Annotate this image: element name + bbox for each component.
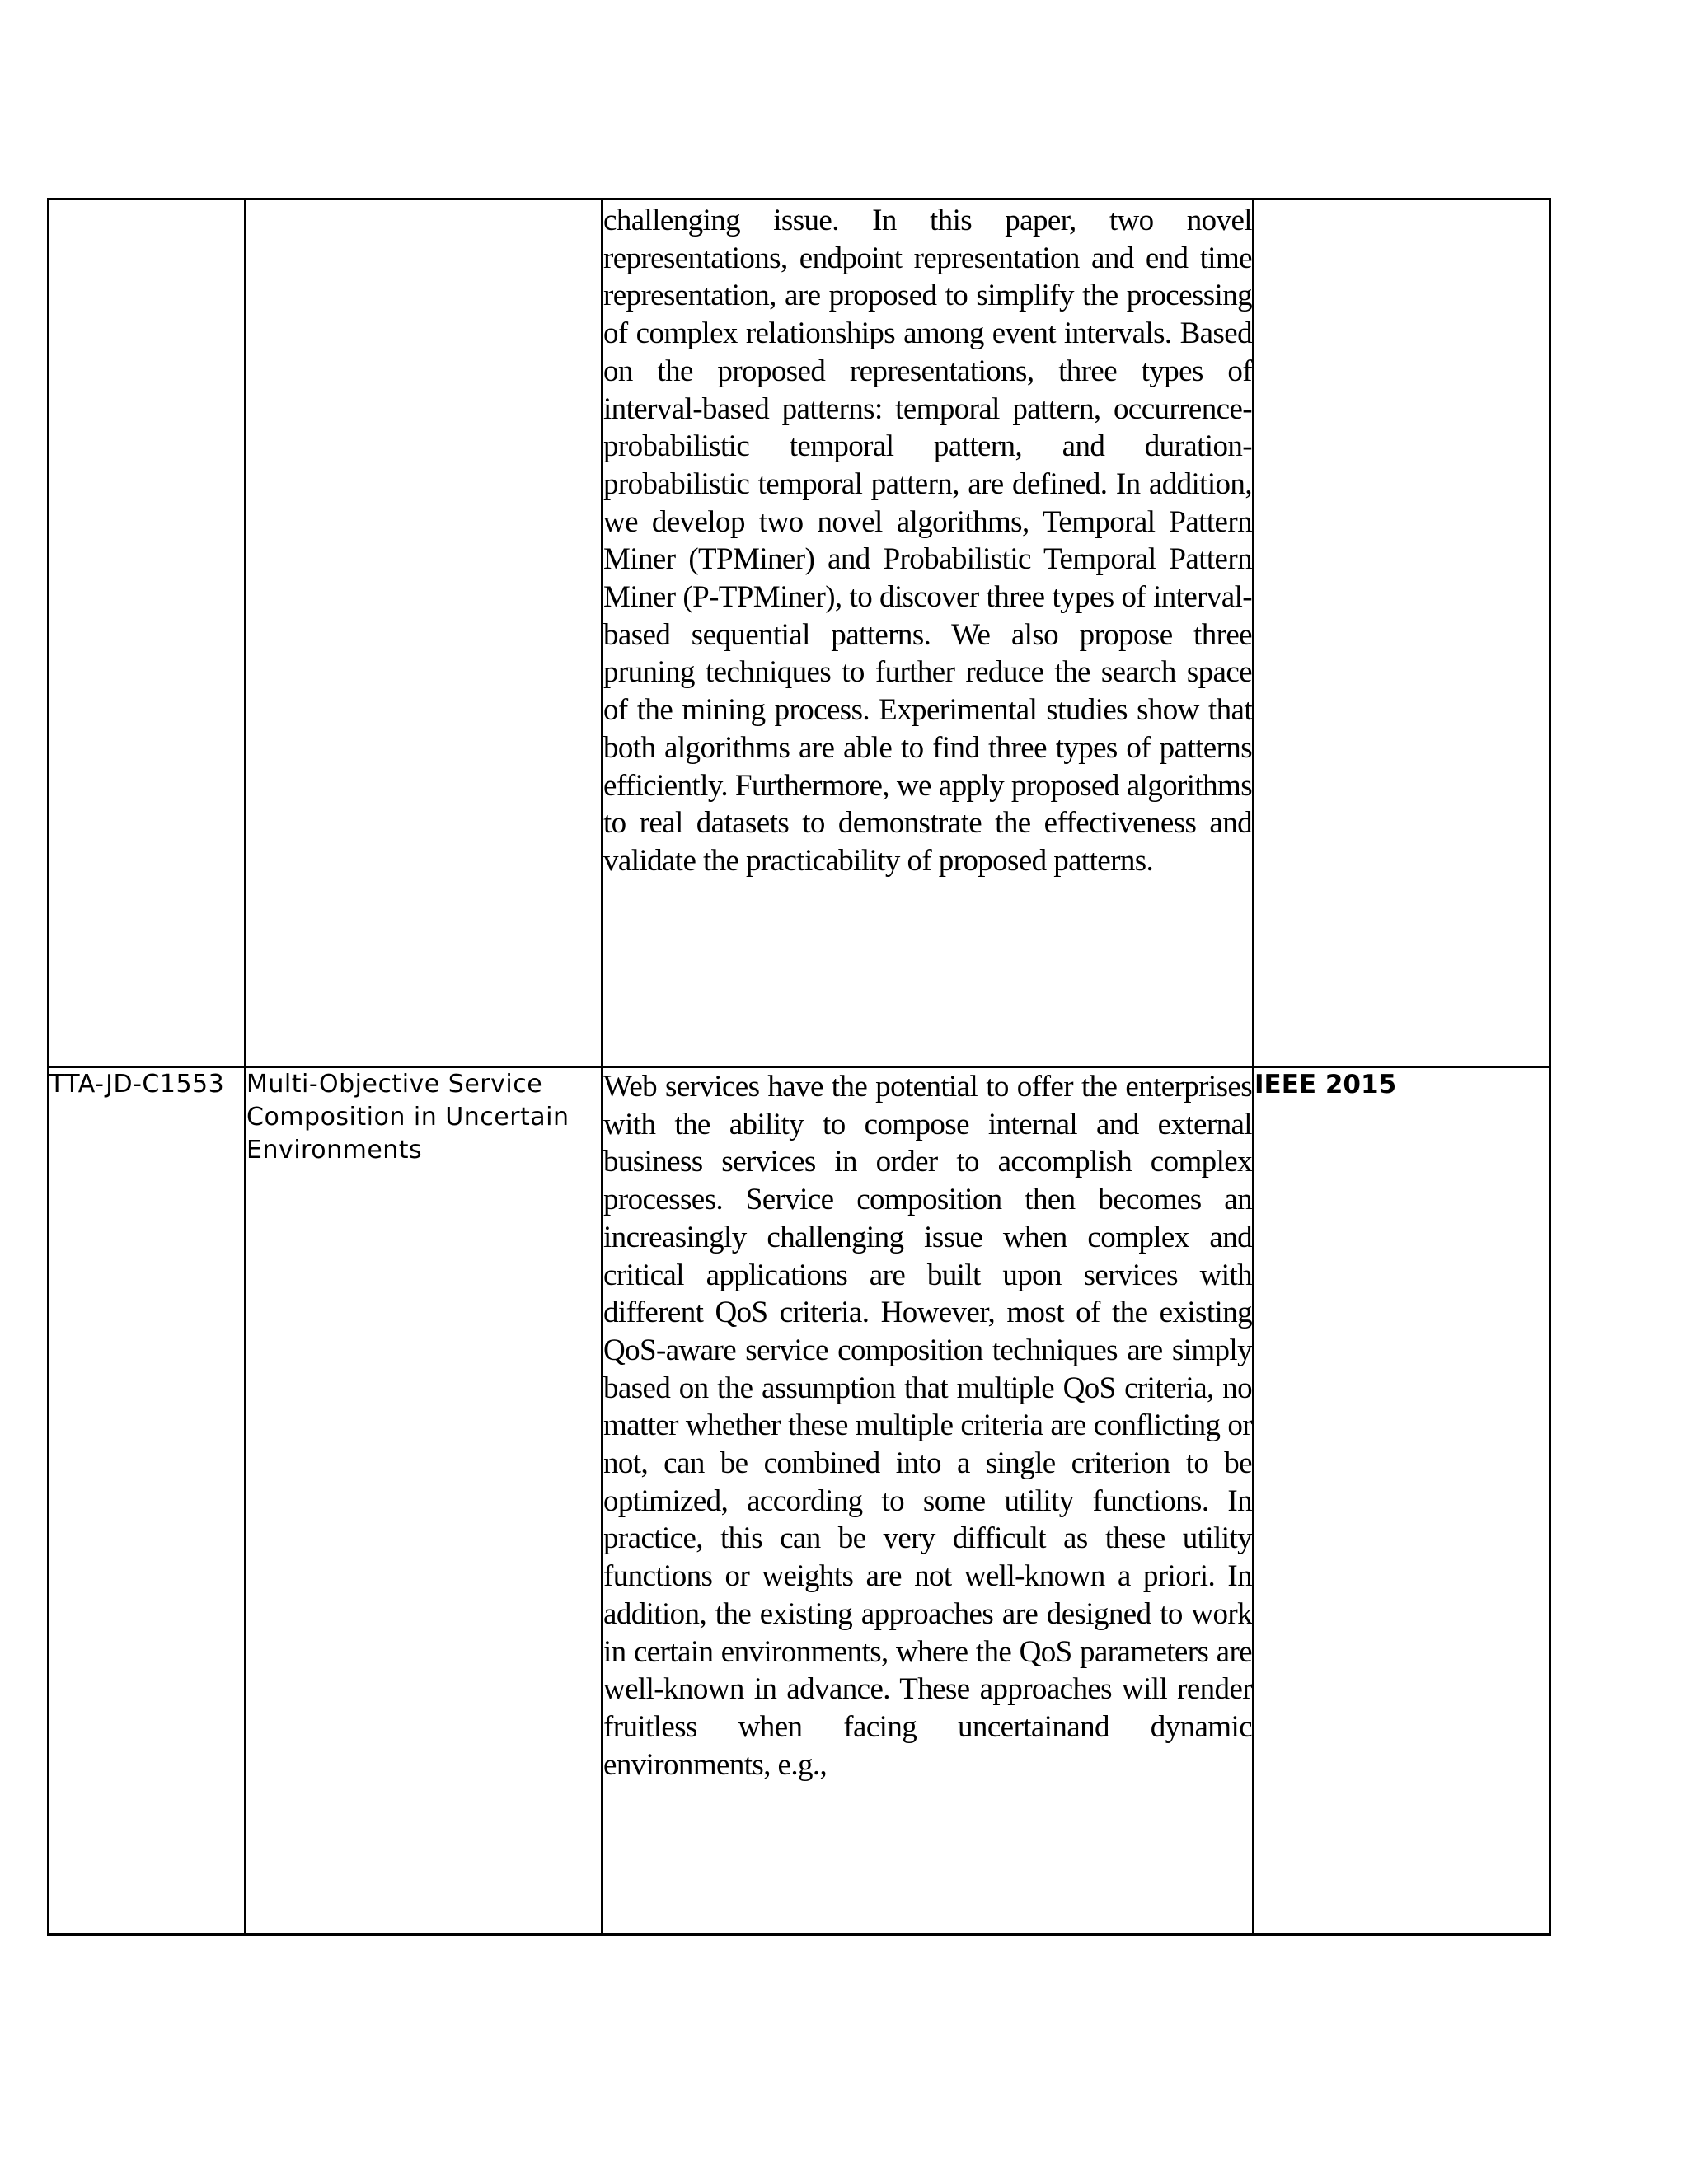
abstract-cell <box>603 199 1254 1067</box>
project-title-cell: Multi-Objective Service Composition in Uncertain Environments <box>246 1067 603 1935</box>
abstract-cell <box>603 1067 1254 1935</box>
project-title-cell <box>246 199 603 1067</box>
table-row <box>49 199 1550 1067</box>
publication-year-cell: IEEE 2015 <box>1254 1067 1550 1935</box>
abstract-text: challenging issue. In this paper, two novel representations, endpoint representation and end time representation, are proposed to simplify the processing of complex relationships among event intervals. Based on the proposed representations, three types of interval-based patterns: temporal pattern, occurrence-probabilistic temporal pattern, and duration-probabilistic temporal pattern, are defined. In addition, we develop two novel algorithms, Temporal Pattern Miner (TPMiner) and Probabilistic Temporal Pattern Miner (P-TPMiner), to discover three types of interval-based sequential patterns. We also propose three pruning techniques to further reduce the search space of the mining process. Experimental studies show that both algorithms are able to find three types of patterns efficiently. Furthermore, we apply proposed algorithms to real datasets to demonstrate the effectiveness and validate the practicability of proposed patterns. <box>603 204 1252 878</box>
abstract-text: Web services have the potential to offer the enterprises with the ability to compose internal and external business services in order to accomplish complex processes. Service composition then becomes an increasingly challenging issue when complex and critical applications are built upon services with different QoS criteria. However, most of the existing QoS-aware service composition techniques are simply based on the assumption that multiple QoS criteria, no matter whether these multiple criteria are conflicting or not, can be combined into a single criterion to be optimized, according to some utility functions. In practice, this can be very difficult as these utility functions or weights are not well-known a priori. In addition, the existing approaches are designed to work in certain environments, where the QoS parameters are well-known in advance. These approaches will render fruitless when facing uncertainand dynamic environments, e.g., <box>603 1070 1252 1782</box>
table-row <box>49 1067 1550 1935</box>
publication-year-cell <box>1254 199 1550 1067</box>
project-id-cell <box>49 199 246 1067</box>
project-table <box>47 198 1551 1936</box>
project-id-cell: TTA-JD-C1553 <box>49 1067 246 1935</box>
